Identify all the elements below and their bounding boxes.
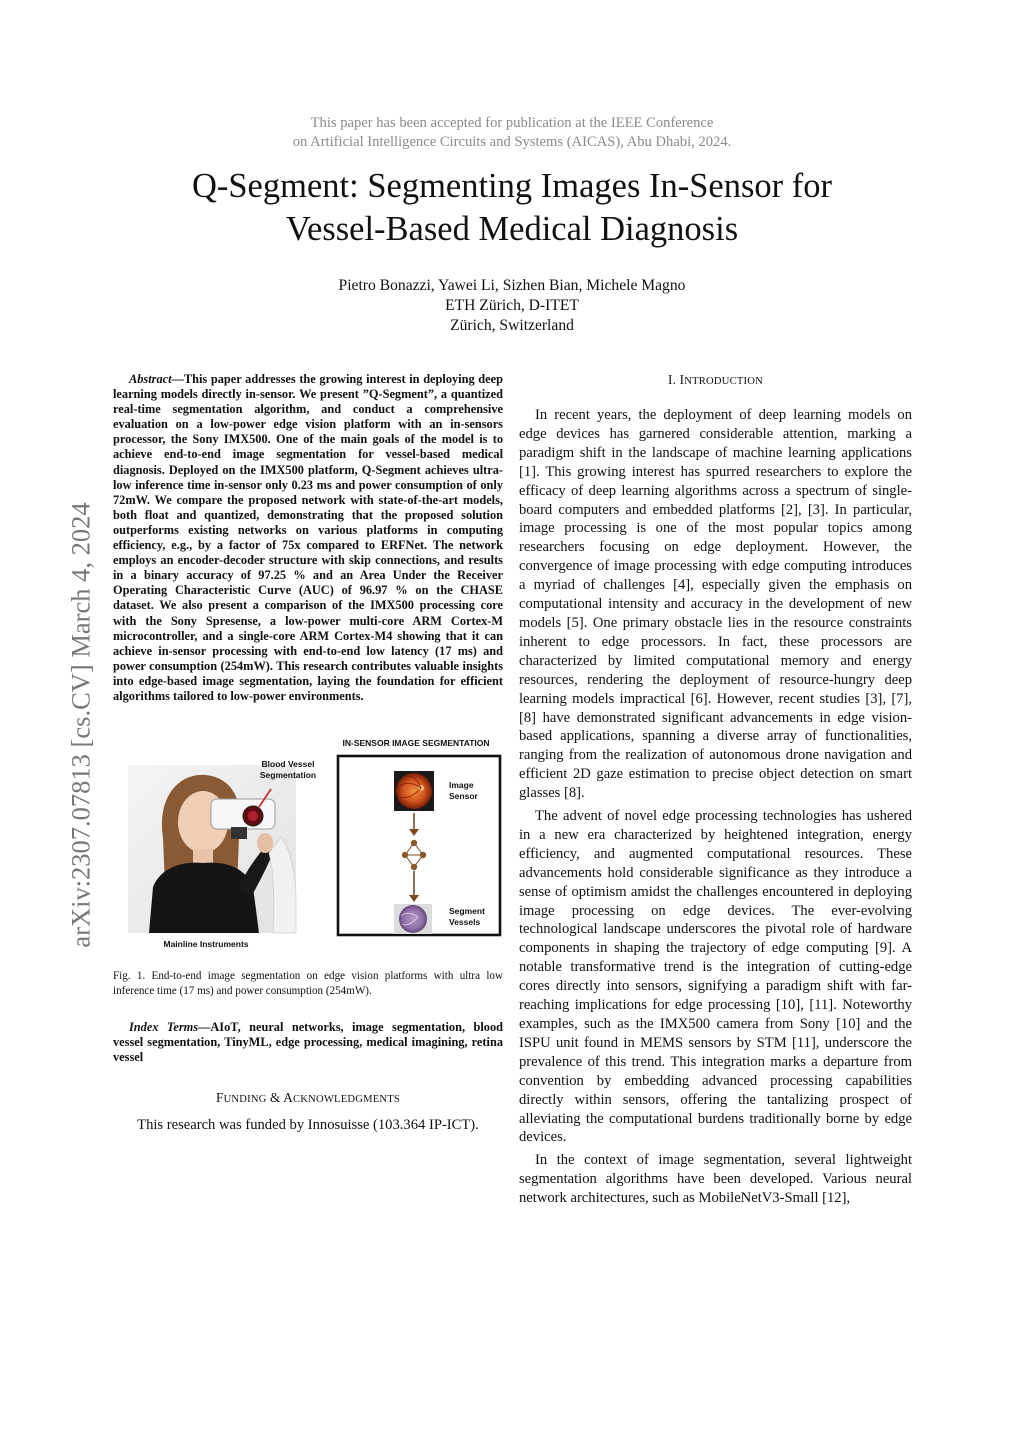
image-sensor-label-line-2: Sensor	[449, 791, 478, 802]
arxiv-stamp: arXiv:2307.07813 [cs.CV] March 4, 2024	[65, 502, 96, 948]
title-line-1: Q-Segment: Segmenting Images In-Sensor for	[191, 167, 833, 205]
index-terms-text: —AIoT, neural networks, image segmentation, blood vessel segmentation, TinyML, edge processing, medical imagining, retina vessel	[113, 1020, 503, 1065]
abstract-label: Abstract	[129, 372, 172, 386]
index-terms-label: Index Terms	[129, 1020, 199, 1035]
title-line-2: Vessel-Based Medical Diagnosis	[285, 210, 739, 248]
callout-label-line-1: Blood Vessel	[261, 759, 315, 770]
left-column	[113, 372, 503, 1135]
author-location: Zürich, Switzerland	[450, 317, 574, 334]
abstract-text: —This paper addresses the growing interest in deploying deep learning models directly in-sensor. We present ”Q-Segment”, a quantized real-time segmentation algorithm, and conduct a comprehensive evaluation on a low-power edge vision platform with an in-sensors processor, the Sony IMX500. One of the main goals of the model is to achieve end-to-end image segmentation for vessel-based medical diagnosis. Deployed on the IMX500 platform, Q-Segment achieves ultra-low inference time in-sensor only 0.23 ms and power consumption of only 72mW. We compare the proposed network with state-of-the-art models, both float and quantized, demonstrating that the proposed solution outperforms existing networks on various platforms in computing efficiency, e.g., by a factor of 75x compared to ERFNet. The network employs an encoder-decoder structure with skip connections, and results in a binary accuracy of 97.25 % and an Area Under the Receiver Operating Characteristic Curve (AUC) of 96.97 % on the CHASE dataset. We also present a comparison of the IMX500 processing core with the Sony Spresense, a low-power multi-core ARM Cortex-M microcontroller, and a single-core ARM Cortex-M4 showing that it can achieve in-sensor processing with end-to-end low latency (17 ms) and power consumption (254mW). This research contributes valuable insights into edge-based image segmentation, laying the foundation for efficient algorithms tailored to low-power environments.	[113, 372, 503, 703]
publication-notice	[0, 114, 1024, 152]
intro-paragraph-3: In the context of image segmentation, several lightweight segmentation algorithms have been developed. Various neural network architectures, such as MobileNetV3-Small [12],	[519, 1152, 912, 1207]
image-sensor-label-line-1: Image	[449, 780, 474, 791]
intro-paragraph-2: The advent of novel edge processing technologies has ushered in a new era characterized by heightened integration, energy efficiency, and augmented computational resources. These advancements hold considerable significance as they introduce a sense of optimism amidst the challenges encountered in deploying image processing on edge devices. The ever-evolving technological landscape underscores the pivotal role of hardware components in shaping the trajectory of edge computing [9]. A notable transformative trend is the integration of cutting-edge cores directly into sensors, signifying a paradigm shift with far-reaching implications for edge processing [10], [11]. Noteworthy examples, such as the IMX500 camera from Sony [10] and the ISPU unit found in MEMS sensors by STM [11], underscore the prevalence of this trend. This integration marks a departure from convention by embedding advanced processing capabilities directly within sensors, offering the tantalizing prospect of alleviating the computational burdens traditionally borne by edge devices.	[519, 808, 912, 1146]
panel-title: IN-SENSOR IMAGE SEGMENTATION	[342, 738, 490, 749]
patient-photo	[128, 765, 296, 933]
segment-vessels-label-line-1: Segment	[449, 906, 485, 917]
abstract	[113, 372, 503, 704]
author-names: Pietro Bonazzi, Yawei Li, Sizhen Bian, Michele Magno	[338, 277, 686, 294]
funding-text: This research was funded by Innosuisse (103.364 IP-ICT).	[137, 1117, 479, 1134]
right-column	[519, 372, 912, 1208]
mainline-instruments-label: Mainline Instruments	[163, 939, 249, 950]
notice-line-1: This paper has been accepted for publication at the IEEE Conference	[310, 115, 714, 131]
intro-paragraph-1: In recent years, the deployment of deep learning models on edge devices has garnered considerable attention, marking a paradigm shift in the landscape of machine learning applications [1]. This growing interest has spurred researchers to explore the efficacy of deep learning algorithms across a spectrum of single-board computers and embedded platforms [2], [3]. In particular, image processing is one of the most popular topics among researchers focusing on edge deployment. However, the convergence of image processing with edge computing introduces a myriad of challenges [4], especially given the emphasis on computational intensity and accuracy in the development of new models [5]. One primary obstacle lies in the resource constraints inherent to edge processors. In fact, these processors are characterized by limited computational memory and energy resources, rendering the deployment of resource-hungry deep learning models impractical [6]. However, recent studies [3], [7], [8] have demonstrated significant advancements in edge vision-based applications, spanning a diverse array of functionalities, ranging from the realization of autonomous drone navigation and efficient 2D gaze estimation to precise object detection on smart glasses [8].	[519, 407, 912, 802]
figure-caption: Fig. 1. End-to-end image segmentation on edge vision platforms with ultra low inference time (17 ms) and power consumption (254mW).	[113, 970, 503, 997]
index-terms	[113, 1020, 503, 1065]
author-affiliation: ETH Zürich, D-ITET	[445, 297, 579, 314]
segmented-vessels-icon	[394, 904, 432, 934]
funding-heading: FUNDING & ACKNOWLEDGMENTS	[216, 1090, 400, 1106]
segment-vessels-label-line-2: Vessels	[449, 917, 481, 928]
introduction-heading: I. INTRODUCTION	[668, 372, 763, 387]
retina-image-icon	[394, 771, 434, 811]
paper-title	[0, 165, 1024, 251]
callout-label-line-2: Segmentation	[259, 770, 317, 781]
author-block	[0, 276, 1024, 336]
notice-line-2: on Artificial Intelligence Circuits and Systems (AICAS), Abu Dhabi, 2024.	[292, 134, 732, 150]
figure-1	[113, 737, 503, 959]
figure-illustration	[113, 737, 503, 959]
